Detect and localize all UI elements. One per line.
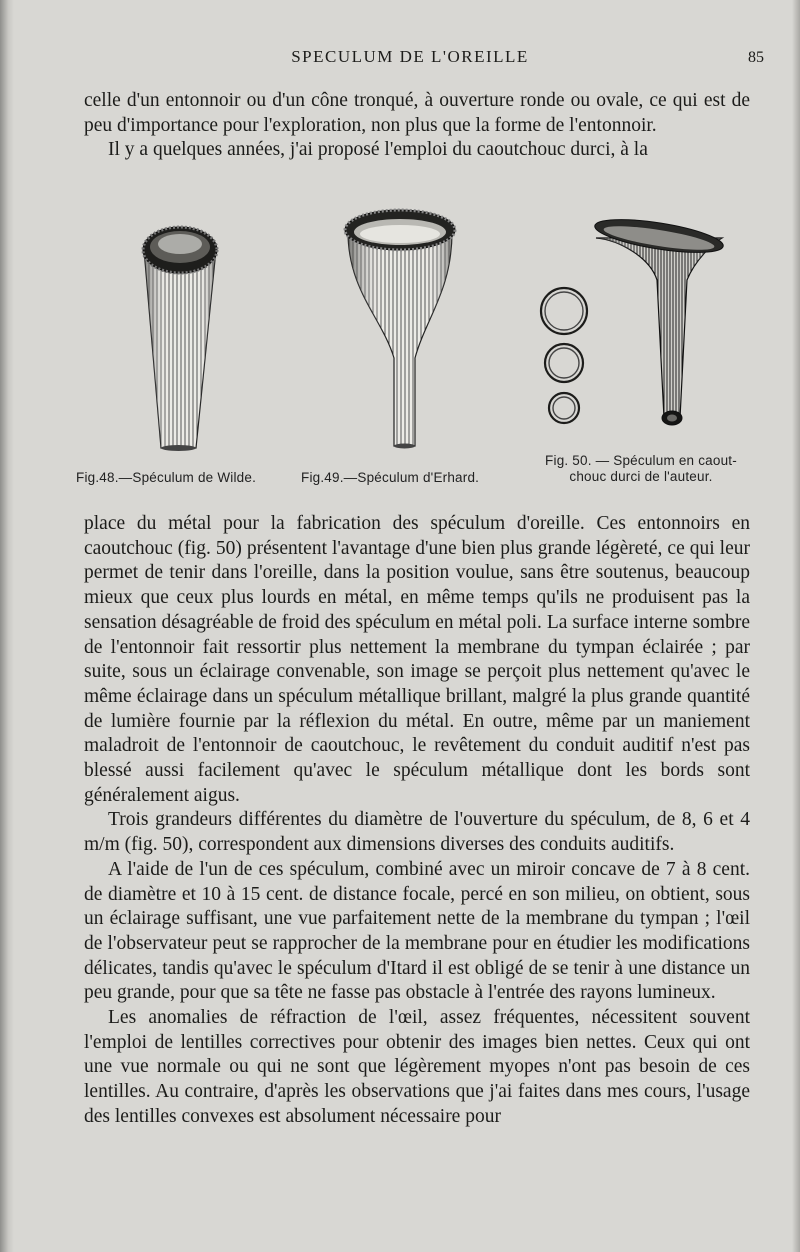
text-block-top (84, 89, 750, 163)
paragraph: Trois grandeurs différentes du diamètre de l'ouverture du spéculum, de 8, 6 et 4 m/m (fig. 50), correspondent aux dimensions diverses des conduits auditifs. (84, 809, 750, 856)
fig50-caption-line1: Fig. 50. — Spéculum en caout- (545, 453, 737, 468)
running-head (60, 47, 764, 71)
page-edge-left (0, 0, 14, 1252)
running-title: SPECULUM DE L'OREILLE (291, 47, 529, 66)
figures-area (60, 200, 780, 500)
fig48-wilde-speculum (143, 227, 217, 451)
paragraph: A l'aide de l'un de ces spéculum, combiné avec un miroir concave de 7 à 8 cent. de diamètre et 10 à 15 cent. de distance focale, percé en son milieu, on obtient, sous un éclairage suffisant, une vue parfaitement nette de la membrane du tympan ; l'œil de l'observateur peut se rapprocher de la membrane pour en étudier les modifications délicates, tandis qu'avec le spéculum d'Itard il est obligé de se tenir à une distance un peu grande, pour que sa tête ne fasse pas obstacle à l'entrée des rayons lumineux. (84, 858, 750, 1004)
fig50-caption (521, 453, 761, 485)
page-number: 85 (748, 49, 764, 66)
page-edge-right (792, 0, 800, 1252)
fig48-caption: Fig.48.—Spéculum de Wilde. (76, 470, 257, 485)
paragraph: place du métal pour la fabrication des spéculum d'oreille. Ces entonnoirs en caoutchouc (fig. 50) présentent l'avantage d'une bien plus grande légèreté, ce qui leur permet de tenir dans l'oreille, dans la position voulue, sans être soutenus, beaucoup mieux que ceux plus lourds en métal, en même temps qu'ils ne produisent pas la sensation désagréable de froid des spéculum en métal poli. La surface interne sombre de l'entonnoir fait ressortir plus nettement la membrane du tympan éclairée ; par suite, sous un éclairage convenable, son image se perçoit plus nettement qu'avec le même éclairage dans un spéculum métallique brillant, malgré la plus grande quantité de lumière fournie par la réflexion du métal. En outre, même par un maniement maladroit de l'entonnoir de caoutchouc, le revêtement du conduit auditif n'est pas blessé aussi facilement qu'avec le spéculum métallique dont les bords sont généralement aigus. (84, 513, 750, 806)
paragraph: Il y a quelques années, j'ai proposé l'emploi du caoutchouc durci, à la (108, 139, 648, 161)
text-block-bottom (84, 512, 750, 1130)
fig49-erhard-speculum (345, 210, 455, 449)
fig50-rings (541, 288, 587, 423)
fig50-rubber-speculum (593, 213, 725, 425)
paragraph: celle d'un entonnoir ou d'un cône tronqué, à ouverture ronde ou ovale, ce qui est de peu d'importance pour l'exploration, non plus que la forme de l'entonnoir. (84, 90, 750, 136)
paragraph: Les anomalies de réfraction de l'œil, assez fréquentes, nécessitent souvent l'emploi de lentilles correctives pour obtenir des images bien nettes. Ceux qui ont une vue normale ou qui ne sont que légèrement myopes n'ont pas besoin de ces lentilles. Au contraire, d'après les observations que j'ai faites dans mes cours, l'usage des lentilles convexes est absolument nécessaire pour (84, 1007, 750, 1127)
fig50-caption-line2: chouc durci de l'auteur. (569, 469, 713, 484)
fig49-caption: Fig.49.—Spéculum d'Erhard. (301, 470, 480, 485)
